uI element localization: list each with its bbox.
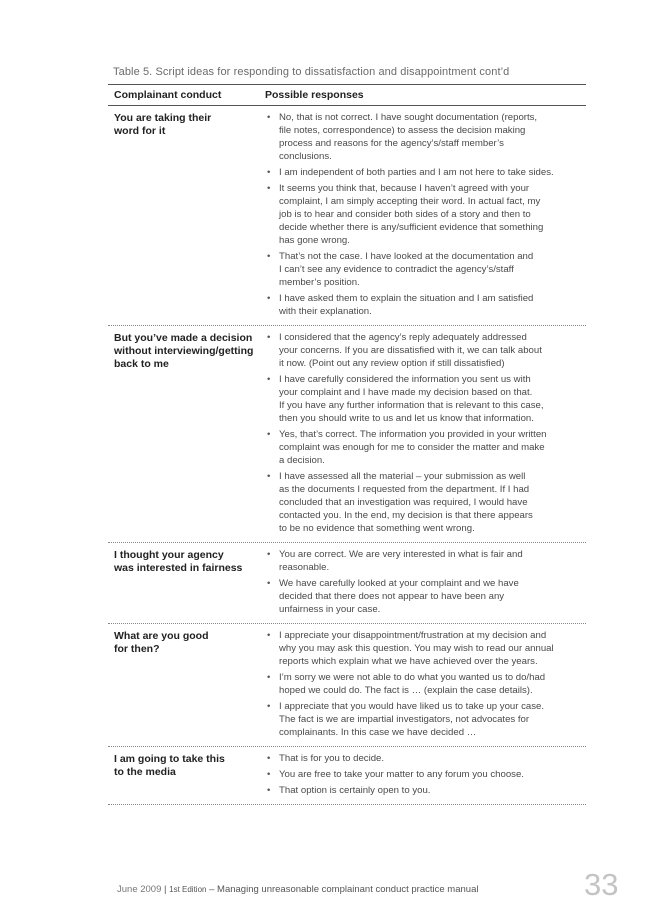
response-item [265, 166, 586, 179]
footer-separator: | [161, 884, 170, 895]
complainant-conduct-cell [108, 109, 265, 321]
response-item [265, 577, 586, 616]
response-line: job is to hear and consider both sides of a story and then to [279, 209, 531, 220]
footer-edition: 1st Edition [169, 885, 207, 894]
script-ideas-table [108, 84, 586, 805]
conduct-line: word for it [114, 125, 166, 137]
conduct-line: to the media [114, 766, 176, 778]
table-caption: Table 5. Script ideas for responding to dissatisfaction and disappointment cont’d [113, 66, 510, 78]
table-row [108, 543, 586, 624]
response-item [265, 671, 586, 697]
response-item [265, 250, 586, 289]
response-line: • I have asked them to explain the situation and I am satisfied [279, 293, 534, 304]
response-line: reports which explain what we have achieved over the years. [279, 656, 538, 667]
response-line: has gone wrong. [279, 235, 350, 246]
response-list [265, 331, 586, 535]
response-line: unfairness in your case. [279, 604, 381, 615]
possible-responses-cell [265, 546, 586, 619]
complainant-conduct-cell [108, 750, 265, 800]
conduct-line: You are taking their [114, 112, 212, 124]
conduct-line: I thought your agency [114, 549, 224, 561]
response-line: • We have carefully looked at your complaint and we have [279, 578, 519, 589]
response-line: a decision. [279, 455, 325, 466]
conduct-line: back to me [114, 358, 169, 370]
response-list [265, 629, 586, 739]
conduct-line: I am going to take this [114, 753, 225, 765]
conduct-line: without interviewing/getting [114, 345, 254, 357]
table-body [108, 106, 586, 805]
response-line: member’s position. [279, 277, 360, 288]
footer-title: – Managing unreasonable complainant conduct practice manual [206, 884, 479, 895]
response-list [265, 548, 586, 616]
response-line: complaint was enough for me to consider the matter and make [279, 442, 545, 453]
table-row [108, 106, 586, 326]
page-footer [117, 884, 478, 895]
response-line: • That’s not the case. I have looked at the documentation and [279, 251, 534, 262]
response-line: hoped we could do. The fact is … (explain the case details). [279, 685, 533, 696]
conduct-line: But you’ve made a decision [114, 332, 253, 344]
header-possible-responses: Possible responses [265, 89, 364, 101]
conduct-line: What are you good [114, 630, 209, 642]
possible-responses-cell [265, 109, 586, 321]
header-complainant-conduct: Complainant conduct [114, 89, 222, 101]
response-line: complaint, I am simply accepting their word. In actual fact, my [279, 196, 541, 207]
response-item [265, 548, 586, 574]
response-list [265, 752, 586, 797]
response-line: • I appreciate that you would have liked us to take up your case. [279, 701, 545, 712]
response-line: decide whether there is any/sufficient evidence that something [279, 222, 544, 233]
response-item [265, 700, 586, 739]
response-line: decided that there does not appear to have been any [279, 591, 505, 602]
response-item [265, 470, 586, 535]
response-line: complainants. In this case we have decided … [279, 727, 477, 738]
response-item [265, 182, 586, 247]
complainant-conduct-cell [108, 329, 265, 538]
response-line: • You are correct. We are very interested in what is fair and [279, 549, 523, 560]
response-item [265, 752, 586, 765]
response-item [265, 292, 586, 318]
table-row [108, 624, 586, 747]
complainant-conduct-cell [108, 627, 265, 742]
response-line: • I appreciate your disappointment/frustration at my decision and [279, 630, 547, 641]
response-line: • Yes, that’s correct. The information you provided in your written [279, 429, 547, 440]
response-item [265, 784, 586, 797]
possible-responses-cell [265, 627, 586, 742]
response-line: If you have any further information that is relevant to this case, [279, 400, 544, 411]
table-row [108, 747, 586, 805]
conduct-line: for then? [114, 643, 160, 655]
response-line: file notes, correspondence) to assess the decision making [279, 125, 526, 136]
table-header [108, 84, 586, 106]
complainant-conduct-cell [108, 546, 265, 619]
response-item [265, 768, 586, 781]
response-line: I can’t see any evidence to contradict the agency’s/staff [279, 264, 514, 275]
response-line: why you may ask this question. You may wish to read our annual [279, 643, 554, 654]
response-item [265, 373, 586, 425]
response-line: • I’m sorry we were not able to do what you wanted us to do/had [279, 672, 546, 683]
table-row [108, 326, 586, 543]
response-line: concluded that an investigation was required, I would have [279, 497, 528, 508]
response-item [265, 629, 586, 668]
footer-date: June 2009 [117, 884, 162, 895]
response-line: reasonable. [279, 562, 330, 573]
response-line: • That option is certainly open to you. [279, 785, 431, 796]
page-number: 33 [584, 867, 619, 902]
response-item [265, 428, 586, 467]
response-line: • I have carefully considered the information you sent us with [279, 374, 531, 385]
response-line: • No, that is not correct. I have sought documentation (reports, [279, 112, 538, 123]
response-line: with their explanation. [279, 306, 372, 317]
response-line: as the documents I requested from the department. If I had [279, 484, 530, 495]
response-item [265, 331, 586, 370]
response-line: The fact is we are impartial investigators, not advocates for [279, 714, 530, 725]
response-line: • That is for you to decide. [279, 753, 385, 764]
possible-responses-cell [265, 329, 586, 538]
response-line: • I considered that the agency’s reply adequately addressed [279, 332, 527, 343]
response-line: your complaint and I have made my decision based on that. [279, 387, 533, 398]
response-line: • You are free to take your matter to any forum you choose. [279, 769, 524, 780]
conduct-line: was interested in fairness [114, 562, 243, 574]
response-line: • It seems you think that, because I haven’t agreed with your [279, 183, 530, 194]
response-line: to be no evidence that something went wrong. [279, 523, 475, 534]
possible-responses-cell [265, 750, 586, 800]
response-line: process and reasons for the agency’s/staff member’s [279, 138, 504, 149]
response-list [265, 111, 586, 318]
response-line: then you should write to us and let us know that information. [279, 413, 534, 424]
response-line: • I am independent of both parties and I am not here to take sides. [279, 167, 554, 178]
response-line: • I have assessed all the material – your submission as well [279, 471, 526, 482]
response-line: conclusions. [279, 151, 332, 162]
response-item [265, 111, 586, 163]
response-line: contacted you. In the end, my decision is that there appears [279, 510, 533, 521]
response-line: it now. (Point out any review option if still dissatisfied) [279, 358, 505, 369]
response-line: your concerns. If you are dissatisfied with it, we can talk about [279, 345, 542, 356]
